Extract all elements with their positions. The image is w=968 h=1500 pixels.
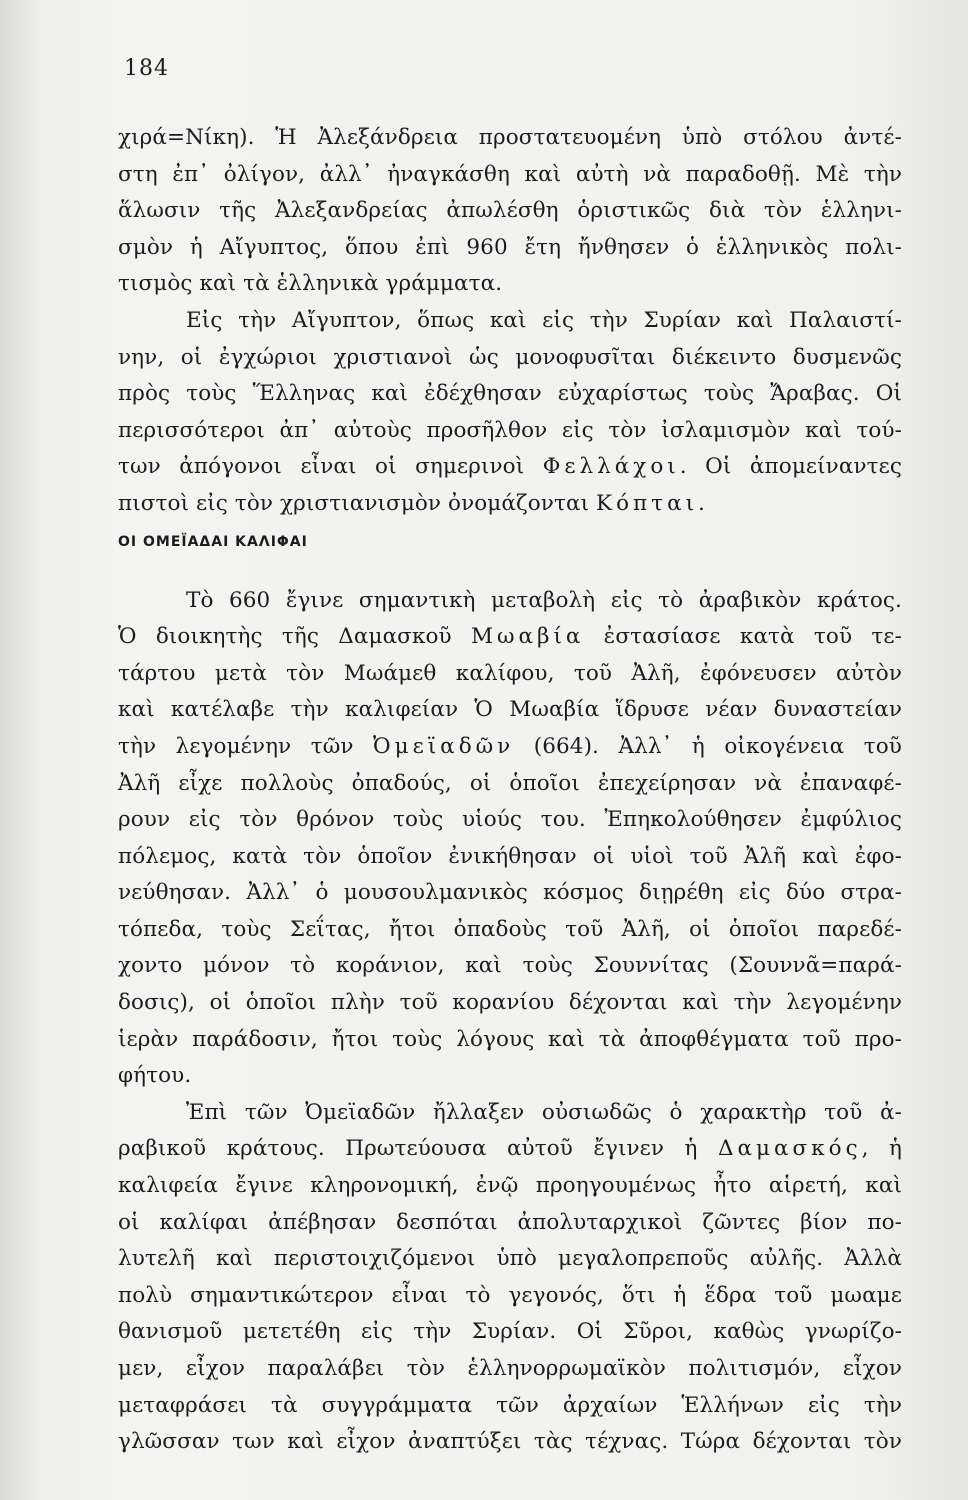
text-line: μεν, εἶχον παραλάβει τὸν ἑλληνορρωμαϊκὸν πολιτισμόν, εἶχον [118,1356,902,1381]
text-line: λυτελῆ καὶ περιστοιχιζόμενοι ὑπὸ μεγαλοπρεποῦς αὐλῆς. Ἀλλὰ [118,1246,902,1272]
text-run: των ἀπόγονοι εἶναι οἱ σημερινοὶ [118,454,543,480]
spacer [118,563,902,583]
text-line: Ἐπὶ τῶν Ὀμεϊαδῶν ἤλλαξεν οὐσιωδῶς ὁ χαρακτὴρ τοῦ ἀ- [186,1099,902,1125]
text-run: (664). Ἀλλ᾽ ἡ οἰκογένεια τοῦ [514,733,902,759]
text-line: νην, οἱ ἐγχώριοι χριστιανοὶ ὡς μονοφυσῖται διέκειντο δυσμενῶς [118,344,902,370]
page-number: 184 [124,56,169,81]
text-run: . [698,490,705,516]
text-line: πρὸς τοὺς Ἕλληνας καὶ ἐδέχθησαν εὐχαρίστως τοὺς Ἄραβας. Οἱ [118,381,902,407]
text-line: χιρά=Νίκη). Ἡ Ἀλεξάνδρεια προστατευομένη ὑπὸ στόλου ἀντέ- [118,125,902,150]
text-line: Ἀλῆ εἶχε πολλοὺς ὀπαδούς, οἱ ὁποῖοι ἐπεχείρησαν νὰ ἐπαναφέ- [118,770,902,796]
text-line: δοσις), οἱ ὁποῖοι πλὴν τοῦ κορανίου δέχονται καὶ τὴν λεγομένην [118,990,902,1016]
text-run: , ἡ [861,1136,902,1162]
text-run: ραβικοῦ κράτους. Πρωτεύουσα αὐτοῦ ἔγινεν ἡ [118,1136,718,1162]
text-line: ἱερὰν παράδοσιν, ἤτοι τοὺς λόγους καὶ τὰ ἀποφθέγματα τοῦ προ- [118,1026,902,1052]
text-line: νεύθησαν. Ἀλλ᾽ ὁ μουσουλμανικὸς κόσμος διῃρέθη εἰς δύο στρα- [118,880,902,906]
text-run: ἐστασίασε κατὰ τοῦ τε- [584,624,902,650]
text-line: σμὸν ἡ Αἴγυπτος, ὅπου ἐπὶ 960 ἔτη ἤνθησεν ὁ ἑλληνικὸς πολι- [118,234,902,260]
section-heading: ΟΙ ΟΜΕΪΑΔΑΙ ΚΑΛΙΦΑΙ [118,533,308,550]
text-line: φήτου. [118,1063,192,1089]
text-line [118,1131,902,1168]
text-line: τόπεδα, τοὺς Σεΐτας, ἤτοι ὀπαδοὺς τοῦ Ἀλῆ, οἱ ὁποῖοι παρεδέ- [118,916,902,942]
text-line: πολὺ σημαντικώτερον εἶναι τὸ γεγονός, ὅτι ἡ ἕδρα τοῦ μωαμε [118,1282,902,1308]
text-line: χοντο μόνον τὸ κοράνιον, καὶ τοὺς Σουννίτας (Σουννᾶ=παρά- [118,953,902,979]
text-line: γλῶσσαν των καὶ εἶχον ἀναπτύξει τὰς τέχνας. Τώρα δέχονται τὸν [118,1429,902,1455]
text-run: . Οἱ ἀπομείναντες [679,454,902,480]
text-line: τάρτου μετὰ τὸν Μωάμεθ καλίφου, τοῦ Ἀλῆ, ἐφόνευσεν αὐτὸν [118,660,902,686]
spaced-term-moavia: Μωαβία [470,624,585,650]
text-line: τισμὸς καὶ τὰ ἑλληνικὰ γράμματα. [118,271,503,297]
text-line: καὶ κατέλαβε τὴν καλιφείαν Ὁ Μωαβία ἵδρυσε νέαν δυναστείαν [118,697,902,723]
text-line: οἱ καλίφαι ἀπέβησαν δεσπόται ἀπολυταρχικοὶ ζῶντες βίον πο- [118,1209,902,1235]
text-line: ἅλωσιν τῆς Ἀλεξανδρείας ἀπωλέσθη ὁριστικῶς διὰ τὸν ἑλληνι- [118,198,902,224]
text-line: θανισμοῦ μετετέθη εἰς τὴν Συρίαν. Οἱ Σῦροι, καθὼς γνωρίζο- [118,1319,902,1345]
text-line: ρουν εἰς τὸν θρόνον τοὺς υἱούς του. Ἐπηκολούθησεν ἐμφύλιος [118,807,902,833]
text-line [118,729,902,766]
spaced-term-fellachoi: Φελλάχοι [542,454,680,480]
text-run: πιστοὶ εἰς τὸν χριστιανισμὸν ὀνομάζονται [118,490,597,516]
text-line: πόλεμος, κατὰ τὸν ὁποῖον ἐνικήθησαν οἱ υἱοὶ τοῦ Ἀλῆ καὶ ἐφο- [118,843,902,869]
text-line [118,449,902,486]
spaced-term-omeiadon: Ὀμεϊαδῶν [373,733,515,759]
text-run: τὴν λεγομένην τῶν [118,733,374,759]
text-line: Εἰς τὴν Αἴγυπτον, ὅπως καὶ εἰς τὴν Συρίαν καὶ Παλαιστί- [186,307,902,333]
text-line [118,486,902,523]
spaced-term-koptai: Κόπται [596,490,699,516]
text-line: Τὸ 660 ἔγινε σημαντικὴ μεταβολὴ εἰς τὸ ἀραβικὸν κράτος. [186,587,902,613]
text-run: Ὁ διοικητὴς τῆς Δαμασκοῦ [118,624,471,650]
text-line [118,619,902,656]
text-line: μεταφράσει τὰ συγγράμματα τῶν ἀρχαίων Ἑλλήνων εἰς τὴν [118,1392,902,1418]
text-line: καλιφεία ἔγινε κληρονομική, ἐνῷ προηγουμένως ἦτο αἱρετή, καὶ [118,1173,902,1199]
text-line: περισσότεροι ἀπ᾽ αὐτοὺς προσῆλθον εἰς τὸν ἰσλαμισμὸν καὶ τού- [118,417,902,443]
spaced-term-damaskos: Δαμασκός [717,1136,862,1162]
text-line: στη ἐπ᾽ ὀλίγον, ἀλλ᾽ ἠναγκάσθη καὶ αὐτὴ νὰ παραδοθῇ. Μὲ τὴν [118,161,902,187]
body-text [118,120,902,1461]
